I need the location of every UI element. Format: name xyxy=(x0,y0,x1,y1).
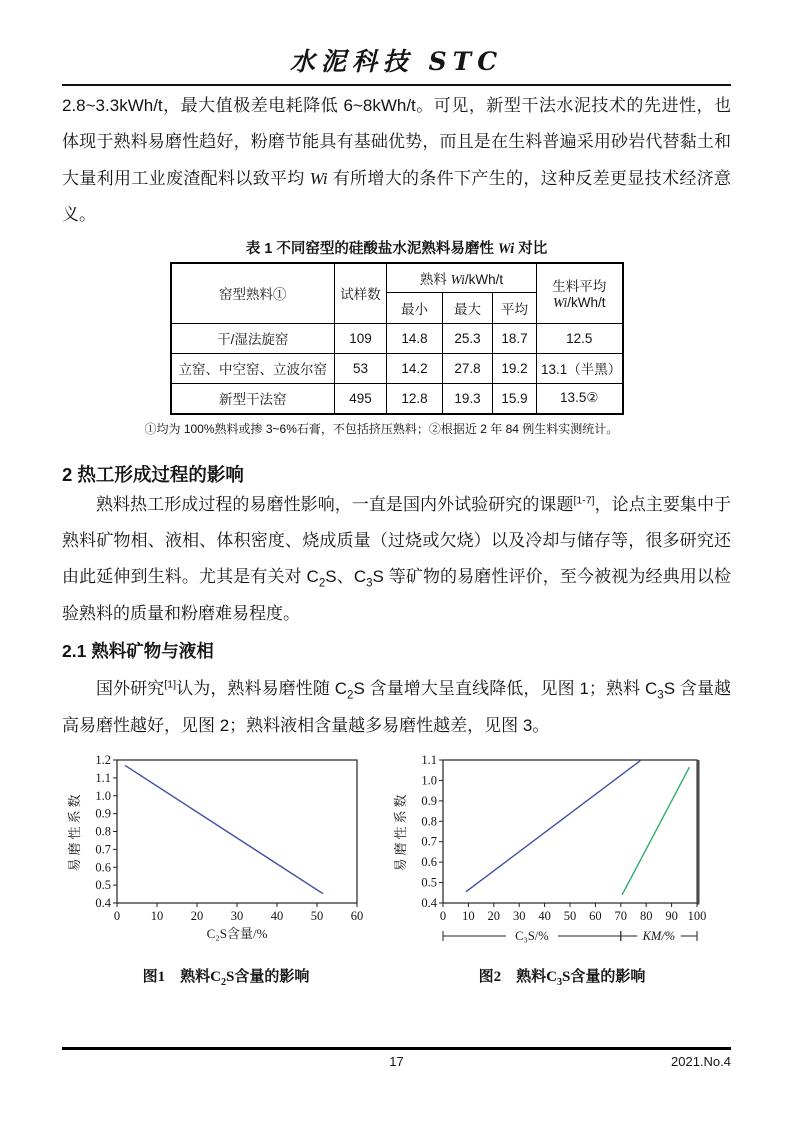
text-segment: 3 xyxy=(366,577,373,590)
header-rule xyxy=(62,84,731,86)
table-cell: 立窑、中空窑、立波尔窑 xyxy=(171,353,335,383)
figure2-caption xyxy=(478,965,646,989)
table-row xyxy=(171,383,623,414)
section21-paragraph xyxy=(62,671,731,744)
text-segment: 表 1 不同窑型的硅酸盐水泥熟料易磨性 xyxy=(245,240,498,257)
svg-text:0.8: 0.8 xyxy=(95,824,111,839)
svg-text:0.6: 0.6 xyxy=(95,860,111,875)
text-segment: 2 xyxy=(318,577,326,590)
footer-page-number: 17 xyxy=(389,1054,404,1069)
chart-svg xyxy=(393,748,731,958)
text-segment: Wi xyxy=(497,240,515,257)
text-segment: 图2 熟料C xyxy=(478,969,557,986)
figure2-block xyxy=(393,748,731,989)
svg-text:90: 90 xyxy=(665,909,678,924)
text-segment: 3 xyxy=(556,977,563,989)
svg-text:1.0: 1.0 xyxy=(95,788,111,803)
svg-text:1.0: 1.0 xyxy=(421,773,437,788)
svg-text:10: 10 xyxy=(462,909,475,924)
svg-text:1.1: 1.1 xyxy=(95,770,111,785)
svg-text:0.6: 0.6 xyxy=(421,855,437,870)
table-cell: 13.5② xyxy=(537,383,623,414)
table1-block xyxy=(144,237,637,437)
table-cell: 19.3 xyxy=(443,383,493,414)
table-cell: 新型干法窑 xyxy=(171,383,335,414)
text-segment: 对比 xyxy=(514,240,548,257)
svg-text:100: 100 xyxy=(687,909,707,924)
svg-text:30: 30 xyxy=(512,909,526,924)
text-segment: S 等矿物的易磨性评价，至今被视为经典用以检验熟料的质量和粉磨难易程度。 xyxy=(62,567,731,623)
table-row xyxy=(171,353,623,383)
section2-heading: 2 热工形成过程的影响 xyxy=(62,463,244,485)
svg-text:KM/%: KM/% xyxy=(642,929,676,944)
text-segment: 熟料 xyxy=(419,271,451,287)
table-cell: 18.7 xyxy=(493,323,537,353)
svg-text:60: 60 xyxy=(350,909,364,924)
text-segment: 2.8~3.3kWh/t，最大值极差电耗降低 6~8kWh/t。可见，新型干法水泥技术的先进性，也体现于熟料易磨性趋好，粉磨节能具有基础优势，而且是在生料普遍采用砂岩代替黏土和大量利用工业废渣配料以致平均 xyxy=(62,96,731,188)
svg-text:0.4: 0.4 xyxy=(421,896,437,911)
text-segment: 熟料热工形成过程的易磨性影响，一直是国内外试验研究的课题 xyxy=(96,494,574,514)
table-cell: 13.1（半黑） xyxy=(537,353,623,383)
text-segment: 2 xyxy=(220,977,227,989)
text-segment: S 含量增大呈直线降低，见图 1；熟料 C xyxy=(353,679,658,699)
text-segment: S含量的影响 xyxy=(226,969,310,986)
table1-footnote: ①均为 100%熟料或掺 3~6%石膏，不包括挤压熟料；②根据近 2 年 84 例生料实测统计。 xyxy=(144,421,619,436)
table-cell: 19.2 xyxy=(493,353,537,383)
table-cell: 12.8 xyxy=(387,383,443,414)
svg-text:0: 0 xyxy=(113,909,121,924)
text-segment: ，论点主要集中于熟料矿物相、液相、体积密度、烧成质量（过烧或欠烧）以及冷却与储存等，很多研究还由此延伸到生料。尤其是有关对 C xyxy=(62,494,732,587)
svg-text:1.2: 1.2 xyxy=(95,753,111,768)
intro-paragraph xyxy=(62,88,731,234)
col-header-max: 最大 xyxy=(443,292,493,323)
text-segment: 3 xyxy=(657,689,664,702)
svg-text:0.9: 0.9 xyxy=(95,806,111,821)
journal-title: 水泥科技 STC xyxy=(289,47,504,76)
svg-text:易磨性系数: 易磨性系数 xyxy=(67,791,82,872)
svg-text:70: 70 xyxy=(614,909,628,924)
text-segment: 有所增大的条件下产生的，这种反差更显技术经济意义。 xyxy=(62,168,731,225)
svg-text:30: 30 xyxy=(230,909,244,924)
svg-text:C₂S含量/%: C₂S含量/% xyxy=(206,926,268,942)
col-header-min: 最小 xyxy=(387,292,443,323)
table-cell: 27.8 xyxy=(443,353,493,383)
footer-issue: 2021.No.4 xyxy=(671,1054,731,1069)
table-cell: 495 xyxy=(335,383,387,414)
col-header-raw-avg xyxy=(537,263,623,324)
text-segment: 图1 熟料C xyxy=(142,969,221,986)
section21-heading: 2.1 熟料矿物与液相 xyxy=(62,641,214,662)
svg-text:0.7: 0.7 xyxy=(95,842,111,857)
table1-title xyxy=(157,237,637,258)
text-segment: 2 xyxy=(347,689,354,702)
svg-text:C₃S/%: C₃S/% xyxy=(515,929,549,944)
svg-text:10: 10 xyxy=(150,909,164,924)
figures-row xyxy=(62,748,731,989)
text-segment: S 含量越高易磨性越好，见图 2；熟料液相含量越多易磨性越差，见图 3。 xyxy=(62,679,732,735)
text-segment: Wi xyxy=(552,295,568,311)
table-cell: 14.8 xyxy=(387,323,443,353)
svg-text:0.7: 0.7 xyxy=(421,834,437,849)
figure1-caption xyxy=(142,965,310,989)
svg-text:20: 20 xyxy=(487,909,501,924)
svg-text:50: 50 xyxy=(310,909,324,924)
figure1-block xyxy=(62,748,390,989)
figure1-chart xyxy=(62,748,390,963)
text-segment: S含量的影响 xyxy=(562,969,646,986)
svg-text:1.1: 1.1 xyxy=(421,753,437,768)
text-segment: Wi xyxy=(450,271,465,287)
table-cell: 12.5 xyxy=(537,323,623,353)
text-segment: /kWh/t xyxy=(567,295,606,311)
svg-text:20: 20 xyxy=(190,909,204,924)
table-cell: 109 xyxy=(335,323,387,353)
table-cell: 干/湿法旋窑 xyxy=(171,323,335,353)
svg-text:易磨性系数: 易磨性系数 xyxy=(393,791,408,872)
text-segment: [1] xyxy=(164,678,177,691)
table-cell: 14.2 xyxy=(387,353,443,383)
table-row xyxy=(171,323,623,353)
svg-text:50: 50 xyxy=(563,909,577,924)
svg-text:0.5: 0.5 xyxy=(421,875,437,890)
svg-text:40: 40 xyxy=(270,909,284,924)
svg-text:0.5: 0.5 xyxy=(95,878,111,893)
col-header-raw-avg-line2 xyxy=(541,295,618,311)
svg-text:40: 40 xyxy=(538,909,551,924)
svg-text:0.8: 0.8 xyxy=(421,814,437,829)
figure2-chart xyxy=(393,748,731,963)
table-cell: 15.9 xyxy=(493,383,537,414)
text-segment: 国外研究 xyxy=(96,679,165,699)
col-header-avg: 平均 xyxy=(493,292,537,323)
wi-comparison-table xyxy=(170,262,624,415)
table-cell: 53 xyxy=(335,353,387,383)
footer-rule xyxy=(62,1047,731,1050)
svg-text:0: 0 xyxy=(439,909,447,924)
text-segment: 认为，熟料易磨性随 C xyxy=(176,679,348,699)
svg-text:0.4: 0.4 xyxy=(95,896,111,911)
svg-text:80: 80 xyxy=(639,909,653,924)
text-segment: Wi xyxy=(309,168,328,188)
col-header-raw-avg-line1: 生料平均 xyxy=(552,279,607,295)
text-segment: [1-7] xyxy=(573,493,595,506)
page-content xyxy=(62,88,732,989)
text-segment: S、C xyxy=(325,567,367,587)
svg-text:0.9: 0.9 xyxy=(421,793,437,808)
col-header-clinker-wi xyxy=(387,263,537,293)
col-header-kiln-type: 窑型熟料① xyxy=(171,263,335,324)
chart-svg xyxy=(62,748,390,958)
svg-text:60: 60 xyxy=(589,909,602,924)
section2-paragraph xyxy=(62,487,731,633)
col-header-sample-count: 试样数 xyxy=(335,263,387,324)
text-segment: /kWh/t xyxy=(464,271,504,287)
table-cell: 25.3 xyxy=(443,323,493,353)
